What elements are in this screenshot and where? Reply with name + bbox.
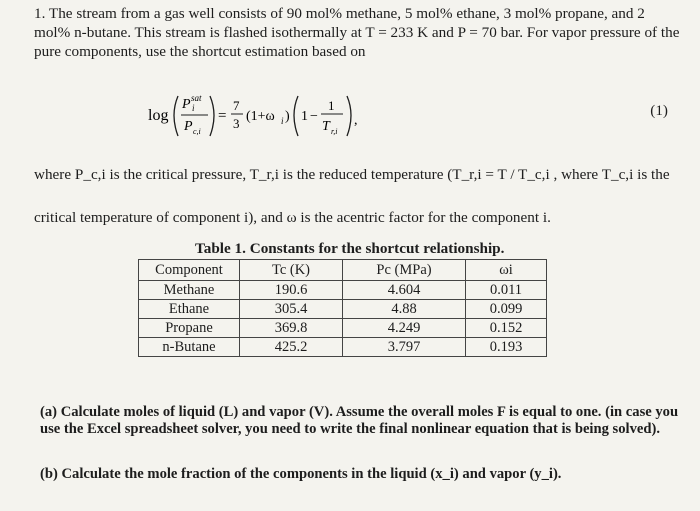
svg-text:1: 1 bbox=[328, 98, 335, 113]
cell-pc: 3.797 bbox=[343, 338, 466, 357]
header-tc: Tc (K) bbox=[240, 260, 343, 281]
svg-text:r,i: r,i bbox=[331, 127, 338, 136]
svg-text:=: = bbox=[218, 108, 227, 124]
table-caption: Table 1. Constants for the shortcut relationship. bbox=[195, 240, 505, 257]
cell-tc: 190.6 bbox=[240, 281, 343, 300]
table-row bbox=[139, 281, 547, 300]
svg-text:3: 3 bbox=[233, 116, 240, 131]
cell-tc: 305.4 bbox=[240, 300, 343, 319]
header-component: Component bbox=[139, 260, 240, 281]
svg-text:): ) bbox=[285, 109, 290, 124]
cell-tc: 425.2 bbox=[240, 338, 343, 357]
svg-text:−: − bbox=[310, 109, 318, 124]
definitions-line-2: critical temperature of component i), and ω is the acentric factor for the component i. bbox=[34, 209, 551, 226]
svg-text:P: P bbox=[184, 119, 193, 134]
table-header-row bbox=[139, 260, 547, 281]
problem-intro: 1. The stream from a gas well consists of 90 mol% methane, 5 mol% ethane, 3 mol% propane, and 2 mol% n-butane. This stream is flashed isothermally at T = 233 K and P = 70 bar. For vapor pressure of the pure components, use the shortcut estimation based on bbox=[34, 5, 680, 60]
svg-text:c,i: c,i bbox=[193, 127, 201, 136]
cell-pc: 4.88 bbox=[343, 300, 466, 319]
svg-text:P: P bbox=[182, 97, 191, 112]
eq-log: log bbox=[148, 107, 169, 124]
constants-table bbox=[138, 259, 547, 357]
cell-omega: 0.011 bbox=[466, 281, 547, 300]
question-a-label: (a) bbox=[40, 404, 58, 420]
svg-text:i: i bbox=[281, 116, 284, 126]
header-omega: ωi bbox=[466, 260, 547, 281]
equation-number: (1) bbox=[650, 102, 668, 119]
svg-text:1: 1 bbox=[301, 109, 308, 124]
vapor-pressure-equation bbox=[148, 84, 688, 146]
cell-omega: 0.099 bbox=[466, 300, 547, 319]
cell-omega: 0.193 bbox=[466, 338, 547, 357]
svg-text:i: i bbox=[192, 103, 195, 113]
definitions-line-1: where P_c,i is the critical pressure, T_r,i is the reduced temperature (T_r,i = T / T_c,i , where T_c,i is the bbox=[34, 166, 670, 183]
cell-component: n-Butane bbox=[139, 338, 240, 357]
cell-omega: 0.152 bbox=[466, 319, 547, 338]
question-b-label: (b) bbox=[40, 466, 58, 482]
svg-text:T: T bbox=[322, 119, 330, 134]
cell-component: Methane bbox=[139, 281, 240, 300]
table-row bbox=[139, 338, 547, 357]
cell-component: Ethane bbox=[139, 300, 240, 319]
table-row bbox=[139, 300, 547, 319]
question-b bbox=[40, 466, 680, 483]
table-row bbox=[139, 319, 547, 338]
question-a bbox=[40, 404, 680, 438]
svg-text:(1+ω: (1+ω bbox=[246, 109, 275, 124]
svg-text:sat: sat bbox=[191, 93, 202, 103]
cell-pc: 4.249 bbox=[343, 319, 466, 338]
header-pc: Pc (MPa) bbox=[343, 260, 466, 281]
question-a-text: Calculate moles of liquid (L) and vapor (V). Assume the overall moles F is equal to one. (in case you use the Excel spreadsheet solver, you need to write the final nonlinear equation that is being solved). bbox=[40, 404, 679, 437]
svg-text:7: 7 bbox=[233, 98, 240, 113]
cell-pc: 4.604 bbox=[343, 281, 466, 300]
svg-text:,: , bbox=[354, 113, 358, 128]
cell-component: Propane bbox=[139, 319, 240, 338]
equation-svg bbox=[148, 84, 448, 146]
question-b-text: Calculate the mole fraction of the components in the liquid (x_i) and vapor (y_i). bbox=[61, 466, 562, 482]
cell-tc: 369.8 bbox=[240, 319, 343, 338]
